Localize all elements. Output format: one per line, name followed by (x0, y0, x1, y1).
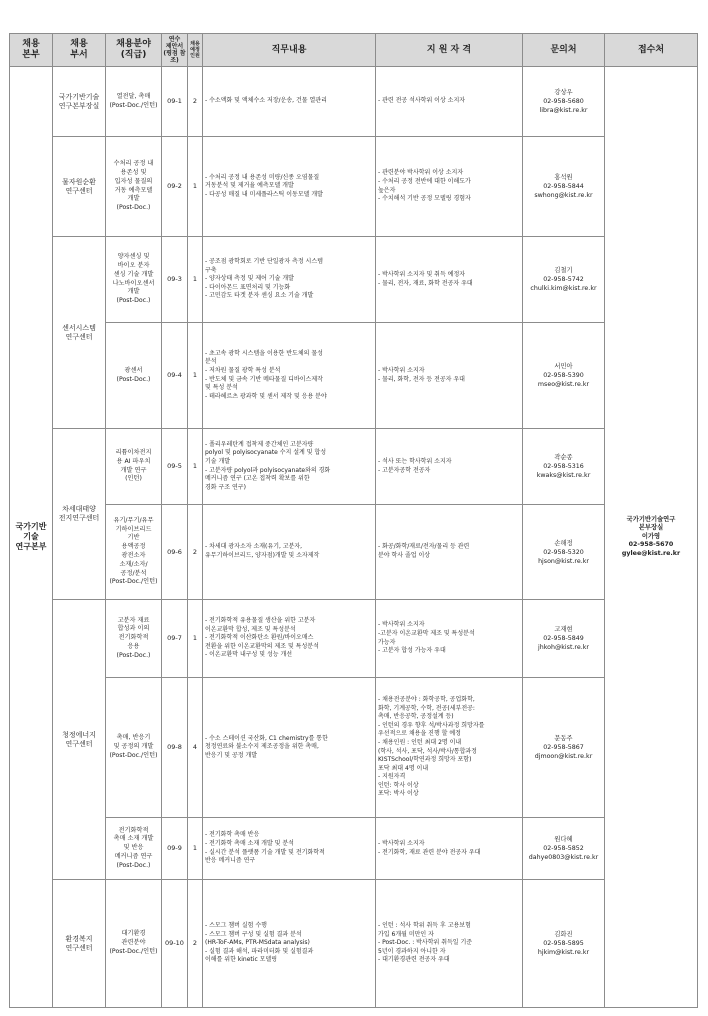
contact-cell: 문동주 02-958-5867 djmoon@kist.re.kr (523, 678, 605, 818)
field-cell: 수처리 공정 내 용존성 및 입자성 물질의 거동 예측모델 개발 (Post-Doc.) (106, 137, 162, 237)
contact-cell: 고재현 02-958-5849 jhkoh@kist.re.kr (523, 600, 605, 678)
duty-cell: - 스모그 챔버 실험 수행 - 스모그 챔버 구성 및 실험 결과 분석 (HR-ToF-AMs, PTR-MSdata analysis) - 실험 결과 해석, 파라미터화 및 실험결과 이해를 위한 kinetic 모델링 (203, 880, 376, 1008)
code-cell: 09-6 (162, 505, 188, 600)
field-cell: 촉매, 반응기 및 공정의 개발 (Post-Doc./인턴) (106, 678, 162, 818)
table-row (10, 505, 698, 600)
dept-cell: 환경복지 연구센터 (53, 880, 106, 1008)
code-cell: 09-9 (162, 818, 188, 880)
field-cell: 리튬이차전지 용 AI 파우치 개발 연구 (인턴) (106, 429, 162, 505)
code-cell: 09-1 (162, 67, 188, 137)
code-cell: 09-3 (162, 237, 188, 323)
count-cell: 2 (188, 880, 203, 1008)
qual-cell: - 박사학위 소지자 - 전기화학, 재료 관련 분야 전공자 우대 (376, 818, 523, 880)
table-row (10, 818, 698, 880)
count-cell: 1 (188, 429, 203, 505)
field-cell: 열전달, 촉매 (Post-Doc./인턴) (106, 67, 162, 137)
code-cell: 09-4 (162, 323, 188, 429)
table-row (10, 67, 698, 137)
header-hq: 채용 본부 (10, 34, 53, 67)
contact-cell: 곽순종 02-958-5316 kwaks@kist.re.kr (523, 429, 605, 505)
code-cell: 09-8 (162, 678, 188, 818)
code-cell: 09-2 (162, 137, 188, 237)
count-cell: 1 (188, 818, 203, 880)
duty-cell: - 수소 스테이션 국산화, C1 chemistry를 통한 청정연료와 불소수지 제조공정을 위한 촉매, 반응기 및 공정 개발 (203, 678, 376, 818)
header-count: 채용 예정 인원 (188, 34, 203, 67)
header-row (10, 34, 698, 67)
contact-cell: 김화진 02-958-5895 hjkim@kist.re.kr (523, 880, 605, 1008)
header-contact: 문의처 (523, 34, 605, 67)
contact-cell: 강상우 02-958-5680 libra@kist.re.kr (523, 67, 605, 137)
field-cell: 광센서 (Post-Doc.) (106, 323, 162, 429)
contact-cell: 원다혜 02-958-5852 dahye0803@kist.re.kr (523, 818, 605, 880)
header-receive: 접수처 (605, 34, 698, 67)
duty-cell: - 수소액화 및 액체수소 저장/운송, 건물 열관리 (203, 67, 376, 137)
code-cell: 09-7 (162, 600, 188, 678)
code-cell: 09-10 (162, 880, 188, 1008)
dept-cell: 차세대태양 전지연구센터 (53, 429, 106, 600)
table-row (10, 323, 698, 429)
field-cell: 양자센싱 및 바이오 분자 센싱 기술 개발 나노바이오센서 개발 (Post-Doc.) (106, 237, 162, 323)
duty-cell: - 폴리우레탄계 접착제 중간체인 고분자량 polyol 및 polyisocyanate 수지 설계 및 합성 기술 개발 - 고분자량 polyol과 polyisocyanate와의 경화 메커니즘 연구 (고온 접착력 확보를 위한 경화 구조 연구) (203, 429, 376, 505)
duty-cell: - 초고속 광학 시스템을 이용한 반도체의 물성 분석 - 저차원 물질 광학 특성 분석 - 반도체 및 금속 기반 메타물질 디바이스제작 및 특성 분석 - 테라헤르츠 광과학 및 센서 제작 및 응용 분야 (203, 323, 376, 429)
count-cell: 1 (188, 137, 203, 237)
field-cell: 전기화학적 촉매 소재 개발 및 반응 메커니즘 연구 (Post-Doc.) (106, 818, 162, 880)
duty-cell: - 차세대 광자소자 소재(유기, 고분자, 유무기하이브리드, 양자점)개발 및 소자제작 (203, 505, 376, 600)
dept-cell: 청정에너지 연구센터 (53, 600, 106, 880)
count-cell: 1 (188, 600, 203, 678)
header-code: 연수 제안서 (평점 참조) (162, 34, 188, 67)
field-cell: 고분자 재료 합성과 이의 전기화학적 응용 (Post-Doc.) (106, 600, 162, 678)
count-cell: 1 (188, 237, 203, 323)
recruitment-table (9, 33, 698, 1008)
count-cell: 4 (188, 678, 203, 818)
header-duty: 직무내용 (203, 34, 376, 67)
hq-cell: 국가기반 기술 연구본부 (10, 67, 53, 1008)
dept-cell: 국가기반기술 연구본부장실 (53, 67, 106, 137)
header-qual: 지 원 자 격 (376, 34, 523, 67)
table-row (10, 137, 698, 237)
dept-cell: 물자원순환 연구센터 (53, 137, 106, 237)
qual-cell: - 박사학위 소지자 및 취득 예정자 - 물리, 전자, 재료, 화학 전공자 우대 (376, 237, 523, 323)
duty-cell: - 전기화학 촉매 반응 - 전기화학 촉매 소재 개발 및 분석 - 실시간 분석 플랫폼 기술 개발 및 전기화학적 반응 메커니즘 연구 (203, 818, 376, 880)
count-cell: 2 (188, 67, 203, 137)
duty-cell: - 수처리 공정 내 용존성 미량/신종 오염물질 거동분석 및 제거율 예측모델 개발 - 다공성 매질 내 미세플라스틱 이동모델 개발 (203, 137, 376, 237)
dept-cell: 센서시스템 연구센터 (53, 237, 106, 429)
field-cell: 대기환경 관련분야 (Post-Doc./인턴) (106, 880, 162, 1008)
table-row (10, 880, 698, 1008)
count-cell: 1 (188, 323, 203, 429)
contact-cell: 손해정 02-958-5320 hjson@kist.re.kr (523, 505, 605, 600)
duty-cell: - 공조점 광학회로 기반 단일광자 측정 시스템 구축 - 양자상태 측정 및 제어 기술 개발 - 다이아몬드 표면처리 및 기능화 - 고민감도 타겟 분자 센싱 요소 기술 개발 (203, 237, 376, 323)
qual-cell: - 관련 전공 석사학위 이상 소지자 (376, 67, 523, 137)
qual-cell: - 화공/화학/재료/전자/물리 등 관련 분야 학사 졸업 이상 (376, 505, 523, 600)
contact-cell: 홍석원 02-958-5844 swhong@kist.re.kr (523, 137, 605, 237)
receiver-cell: 국가기반기술연구 본부장실 이가영 02-958-5670 gylee@kist.re.kr (605, 67, 698, 1008)
count-cell: 2 (188, 505, 203, 600)
duty-cell: - 전기화학적 유용물질 생산을 위한 고분자 이온교환막 합성, 제조 및 특성분석 - 전기화학적 이산화탄소 환원/바이오매스 전환을 위한 이온교환막의 제조 및 특성분석 - 이온교환막 내구성 및 성능 개선 (203, 600, 376, 678)
qual-cell: - 박사학위 소지자 -고분자 이온교환막 제조 및 특성분석 가능자 - 고분자 합성 가능자 우대 (376, 600, 523, 678)
code-cell: 09-5 (162, 429, 188, 505)
header-dept: 채용 부서 (53, 34, 106, 67)
table-row (10, 600, 698, 678)
qual-cell: - 인턴 : 석사 학위 취득 후 고용보험 가입 6개월 미만인 자 - Post-Doc. : 박사학위 취득일 기준 5년이 경과하지 아니한 자 - 대기환경관련 전공자 우대 (376, 880, 523, 1008)
field-cell: 유기/무기/유무 기하이브리드 기반 용액공정 광전소자 소재/소자/ 공정/분석 (Post-Doc./인턴) (106, 505, 162, 600)
qual-cell: - 채용전공분야 : 화학공학, 공업화학, 화학, 기계공학, 수학, 전공(세부전공: 촉매, 반응공학, 공정설계 등) - 인턴의 경우 향후 석/박사과정 희망자를 우선적으로 채용을 진행 할 예정 - 채용인원 : 인턴 최대 2명 이내 (학사, 석사, 포닥, 석사/박사/통합과정 KISTSchool/학연과정 희망자 포함) 포닥 최대 4명 이내 - 지원자격 인턴: 학사 이상 포닥: 박사 이상 (376, 678, 523, 818)
table-row (10, 237, 698, 323)
header-field: 채용분야 (직급) (106, 34, 162, 67)
qual-cell: - 관련분야 박사학위 이상 소지자 - 수처리 공정 전반에 대한 이해도가 높은자 - 수치해석 기반 공정 모델링 경험자 (376, 137, 523, 237)
contact-cell: 서민아 02-958-5390 mseo@kist.re.kr (523, 323, 605, 429)
qual-cell: - 석사 또는 학사학위 소지자 - 고분자공학 전공자 (376, 429, 523, 505)
contact-cell: 김철기 02-958-5742 chulki.kim@kist.re.kr (523, 237, 605, 323)
qual-cell: - 박사학위 소지자 - 물리, 화학, 전자 등 전공자 우대 (376, 323, 523, 429)
table-row (10, 678, 698, 818)
table-row (10, 429, 698, 505)
